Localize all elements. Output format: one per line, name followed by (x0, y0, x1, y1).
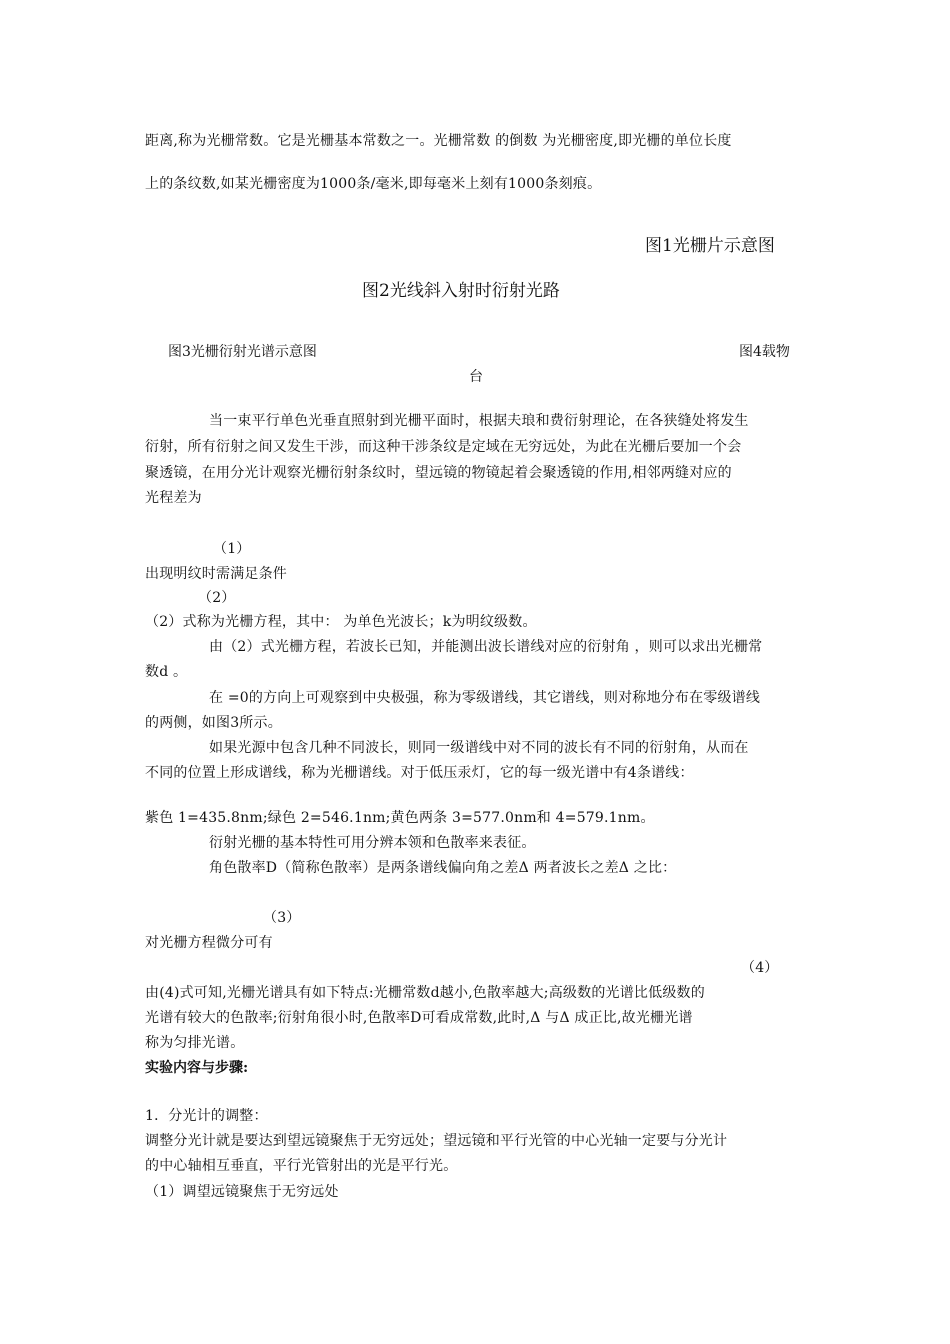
section-heading: 实验内容与步骤: (145, 1060, 249, 1076)
paragraph-1-line-2: 衍射，所有衍射之间又发生干涉，而这种干涉条纹是定域在无穷远处，为此在光栅后要加一个会 (145, 439, 742, 455)
equation-4-number: （4） (741, 960, 779, 976)
paragraph-1-line-3: 聚透镜，在用分光计观察光栅衍射条纹时，望远镜的物镜起着会聚透镜的作用,相邻两缝对应的 (145, 465, 732, 481)
figure-2-caption: 图2光线斜入射时衍射光路 (362, 281, 560, 301)
paragraph-3-line-1: 由（2）式光栅方程，若波长已知，并能测出波长谱线对应的衍射角 ，则可以求出光栅常 (209, 639, 763, 655)
mercury-lines: 紫色 1=435.8nm;绿色 2=546.1nm;黄色两条 3=577.0nm和 4=579.1nm。 (145, 810, 655, 826)
equation-1-number: （1） (213, 541, 251, 557)
condition-text: 出现明纹时需满足条件 (145, 566, 287, 582)
paragraph-8-line-1: 由(4)式可知,光栅光谱具有如下特点:光栅常数d越小,色散率越大;高级数的光谱比低级数的 (145, 985, 705, 1001)
step-1-title: 1．分光计的调整： (145, 1108, 268, 1124)
paragraph-1-line-4: 光程差为 (145, 490, 202, 506)
step-1-line-1: 调整分光计就是要达到望远镜聚焦于无穷远处；望远镜和平行光管的中心光轴一定要与分光计 (145, 1133, 728, 1149)
equation-2-number: （2） (198, 590, 236, 606)
figure-3-caption: 图3光栅衍射光谱示意图 (168, 344, 317, 360)
paragraph-5-line-1: 如果光源中包含几种不同波长，则同一级谱线中对不同的波长有不同的衍射角，从而在 (209, 740, 749, 756)
step-1-line-2: 的中心轴相互垂直，平行光管射出的光是平行光。 (145, 1158, 458, 1174)
differentiation-text: 对光栅方程微分可有 (145, 935, 273, 951)
paragraph-7: 角色散率D（简称色散率）是两条谱线偏向角之差Δ 两者波长之差Δ 之比： (209, 860, 677, 876)
figure-4-caption-continued: 台 (469, 369, 483, 385)
figure-4-caption: 图4载物 (739, 344, 790, 360)
intro-line-1: 距离,称为光栅常数。它是光栅基本常数之一。光栅常数 的倒数 为光栅密度,即光栅的单位长度 (145, 133, 732, 149)
paragraph-5-line-2: 不同的位置上形成谱线，称为光栅谱线。对于低压汞灯，它的每一级光谱中有4条谱线： (145, 765, 694, 781)
intro-line-2: 上的条纹数,如某光栅密度为1000条/毫米,即每毫米上刻有1000条刻痕。 (145, 176, 602, 192)
grating-equation-text: （2）式称为光栅方程，其中： 为单色光波长；k为明纹级数。 (145, 614, 537, 630)
paragraph-4-line-2: 的两侧，如图3所示。 (145, 715, 282, 731)
sub-step-1: （1）调望远镜聚焦于无穷远处 (145, 1184, 339, 1200)
paragraph-1-line-1: 当一束平行单色光垂直照射到光栅平面时，根据夫琅和费衍射理论，在各狭缝处将发生 (209, 413, 749, 429)
equation-3-number: （3） (263, 910, 301, 926)
paragraph-8-line-3: 称为匀排光谱。 (145, 1035, 245, 1051)
paragraph-3-line-2: 数d 。 (145, 664, 188, 680)
figure-1-caption: 图1光栅片示意图 (645, 236, 775, 256)
paragraph-6: 衍射光栅的基本特性可用分辨本领和色散率来表征。 (209, 835, 536, 851)
paragraph-4-line-1: 在 =0的方向上可观察到中央极强，称为零级谱线，其它谱线，则对称地分布在零级谱线 (209, 690, 761, 706)
paragraph-8-line-2: 光谱有较大的色散率;衍射角很小时,色散率D可看成常数,此时,Δ 与Δ 成正比,故光栅光谱 (145, 1010, 693, 1026)
